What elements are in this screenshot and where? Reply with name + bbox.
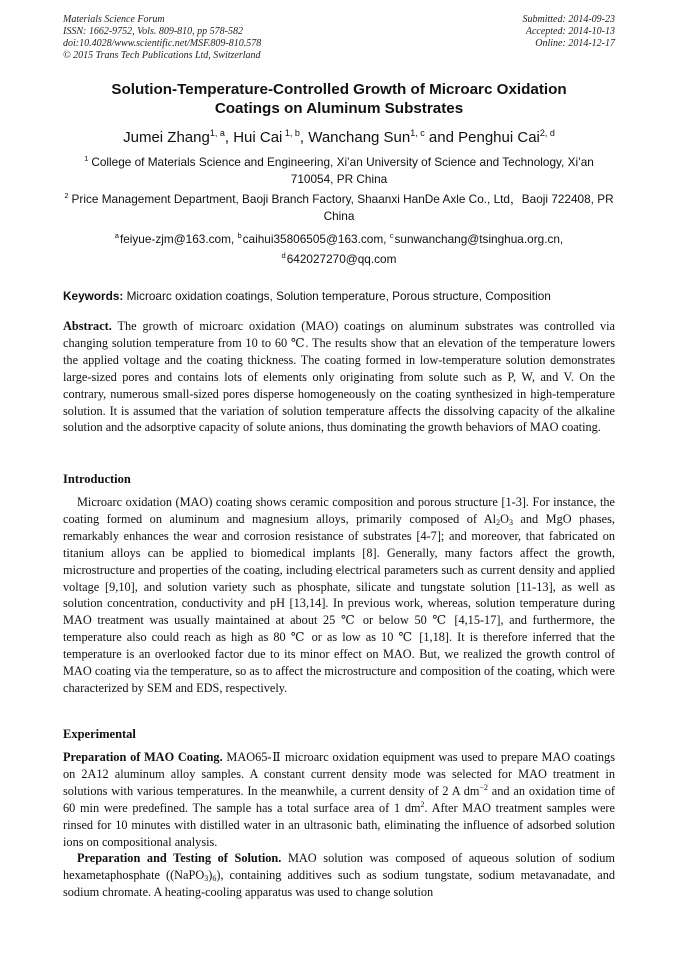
doi-line: doi:10.4028/www.scientific.net/MSF.809-810.578: [63, 38, 262, 49]
journal-header-right: [523, 14, 616, 50]
copyright-line: © 2015 Trans Tech Publications Ltd, Switzerland: [63, 50, 261, 61]
author-sup: 1, c: [410, 128, 425, 138]
email: feiyue-zjm@163.com,: [119, 232, 238, 246]
email-list: [63, 231, 615, 248]
superscript: 2: [420, 799, 425, 809]
affiliation-2: [63, 191, 615, 224]
intro-text: and MgO phases, remarkably enhances the wear and corrosion resistance of substrates [4-7]; and moreover, that fabricated on titanium alloys can be applied to biomedical implants [8]. Generally, many factors affect the growth, microstructure and properties of the coating, including electrical parameters such as current density and applied voltage [9,10], and solution variety such as phosphate, silicate and tungstate solution [11-13], as well as solution concentration, conductivity and pH [13,14]. In previous work, whereas, solution temperature during MAO treatment was usually maintained at about 25 ℃ or below 50 ℃ [4,15-17], and furthermore, the temperature also could reach as high as 80 ℃ or as low as 10 ℃ [1,18]. It is therefore inferred that the temperature is an overlooked factor due to its minor effect on MAO. But, we realized the growth control of MAO coating via the temperature, so as to affect the microstructure and composition of the coating, which were characterized by SEM and EDS, respectively.: [63, 511, 615, 695]
email-sup: a: [114, 231, 119, 240]
subsection-label: Preparation of MAO Coating.: [63, 750, 223, 764]
online-date: Online: 2014-12-17: [535, 38, 615, 49]
author-sep: and: [424, 129, 459, 146]
subscript: 3: [508, 517, 513, 527]
exp-text: MAO solution was composed of aqueous solution of sodium hexametaphosphate ((NaPO: [63, 851, 615, 882]
affiliation-1: [63, 154, 615, 187]
keywords-label: Keywords:: [63, 289, 124, 303]
section-heading-introduction: Introduction: [63, 472, 131, 486]
email-list-2: [63, 251, 615, 268]
email: sunwanchang@tsinghua.org.cn,: [394, 232, 564, 246]
author-name: Wanchang Sun: [308, 129, 411, 146]
author-sup: 1, b: [282, 128, 300, 138]
email: caihui35806505@163.com,: [242, 232, 390, 246]
experimental-paragraph-1: [63, 749, 615, 850]
exp-text: ): [208, 867, 213, 882]
exp-text: . After MAO treatment samples were rinsed for 10 minutes with distilled water in an ultrasonic bath, eliminating the influence of adsorbed solution ions on compositional analysis.: [63, 800, 615, 849]
paper-title: [63, 80, 615, 118]
intro-text: Microarc oxidation (MAO) coating shows ceramic composition and porous structure [1-3]. For instance, the coating formed on aluminum and magnesium alloys, primarily composed of Al: [63, 495, 615, 526]
experimental-paragraph-2: [63, 850, 615, 901]
introduction-paragraph: [63, 494, 615, 697]
superscript: −2: [479, 782, 488, 792]
exp-text: MAO65-Ⅱ microarc oxidation equipment was used to prepare MAO coatings on 2A12 aluminum alloy samples. A constant current density mode was selected for MAO treatment in solutions with various temperatures. In the meanwhile, a current density of 2 A dm: [63, 750, 615, 798]
author-name: Hui Cai: [233, 129, 283, 146]
author-list: [63, 129, 615, 147]
title-line-2: Coatings on Aluminum Substrates: [214, 100, 464, 117]
submitted-date: Submitted: 2014-09-23: [522, 14, 615, 25]
exp-text: and an oxidation time of 60 min were predefined. The sample has a total surface area of 1 dm: [63, 783, 616, 815]
abstract-label: Abstract.: [63, 319, 112, 333]
email: 642027270@qq.com: [286, 252, 397, 266]
email-sup: d: [281, 251, 286, 260]
subscript: 2: [496, 517, 501, 527]
accepted-date: Accepted: 2014-10-13: [525, 26, 615, 37]
abstract-text: The growth of microarc oxidation (MAO) coatings on aluminum substrates was controlled via changing solution temperature from 10 to 60 ℃. The results show that an elevation of the temperature lowers the applied voltage and the coating thickness. The coating formed in low-temperature solution demonstrates large-sized pores and contains lots of elements only originating from solute such as P, W, and V. On the contrary, numerous small-sized pores disperse homogeneously on the coating synthesized in high-temperature solution. It is assumed that the variation of solution temperature affects the dissolving capacity of the alkaline solution and the adsorptive capacity of solute anions, thus dominating the growth behaviors of MAO coating.: [63, 319, 615, 435]
journal-name: Materials Science Forum: [63, 14, 165, 25]
author-sep: ,: [224, 129, 234, 146]
affiliation-text: Price Management Department, Baoji Branch Factory, Shaanxi HanDe Axle Co., Ltd，Baoji 722408, PR China: [71, 192, 614, 223]
affiliation-text: College of Materials Science and Engineering, Xi’an University of Science and Technology, Xi’an 710054, PR China: [91, 155, 594, 186]
email-sup: c: [389, 231, 394, 240]
keywords-text: Microarc oxidation coatings, Solution temperature, Porous structure, Composition: [126, 289, 551, 303]
keywords: [63, 289, 615, 304]
author-sup: 1, a: [209, 128, 225, 138]
abstract: [63, 318, 615, 436]
author-sup: 2, d: [539, 128, 555, 138]
subsection-label: Preparation and Testing of Solution.: [77, 851, 282, 865]
intro-text: O: [500, 511, 509, 526]
affiliation-sup: 2: [64, 191, 69, 200]
subscript: 3: [204, 873, 209, 883]
email-sup: b: [237, 231, 242, 240]
author-name: Penghui Cai: [458, 129, 540, 146]
exp-text: ), containing additives such as sodium tungstate, sodium metavanadate, and sodium chromate. A heating-cooling apparatus was used to change solution: [63, 867, 615, 899]
title-line-1: Solution-Temperature-Controlled Growth of Microarc Oxidation: [111, 81, 567, 98]
journal-header-left: [63, 14, 261, 62]
author-sep: ,: [299, 129, 309, 146]
section-heading-experimental: Experimental: [63, 727, 136, 741]
subscript: 6: [212, 873, 217, 883]
issn-line: ISSN: 1662-9752, Vols. 809-810, pp 578-582: [63, 26, 243, 37]
author-name: Jumei Zhang: [123, 129, 210, 146]
affiliation-sup: 1: [84, 154, 89, 163]
